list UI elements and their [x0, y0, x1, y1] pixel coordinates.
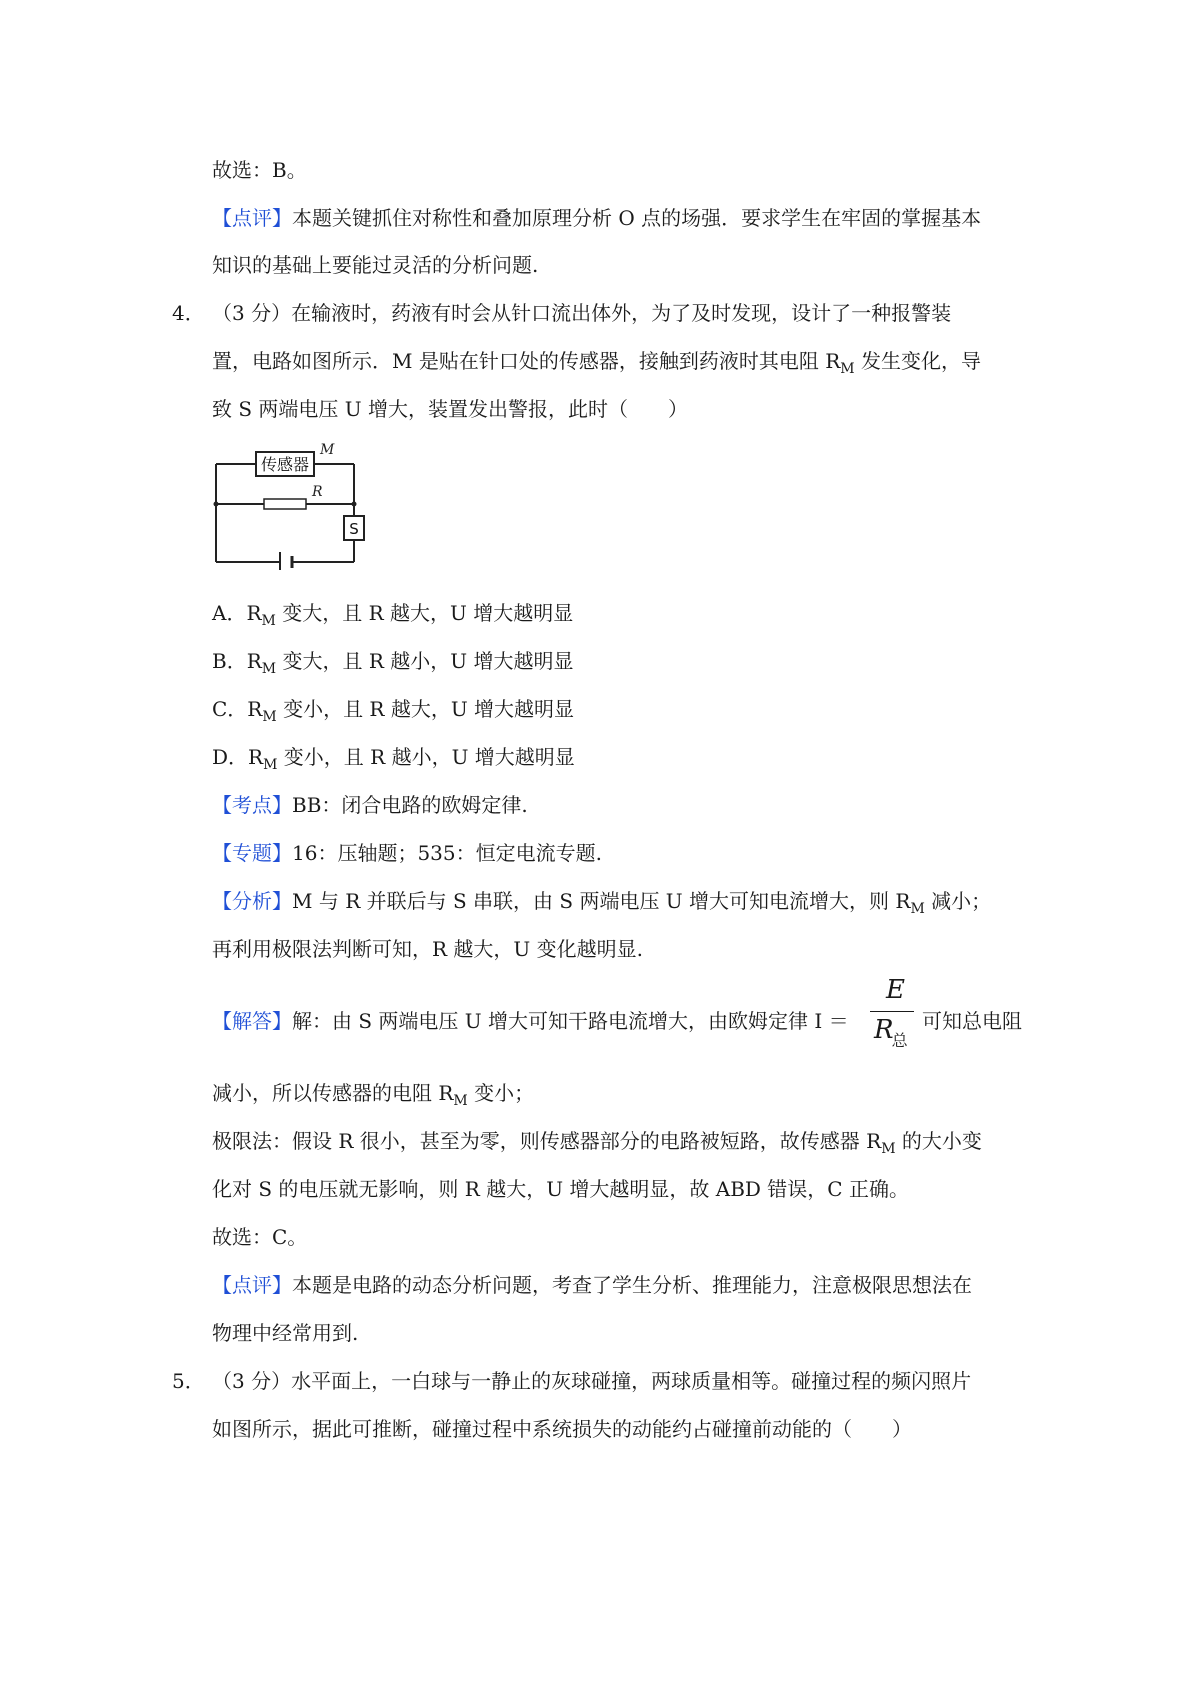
jieda-tag: 【解答】: [212, 1009, 292, 1033]
denominator-r: R: [874, 1015, 894, 1045]
fraction-numerator: E: [886, 975, 905, 1005]
q5-number: 5．: [172, 1369, 205, 1393]
jieda-line3-tail: 的大小变: [895, 1129, 982, 1153]
option-b-letter: B．R: [212, 649, 262, 673]
fenxi-line1-sub: M: [910, 901, 925, 917]
q5-stem-line1: （3 分）水平面上，一白球与一静止的灰球碰撞，两球质量相等。碰撞过程的频闪照片: [212, 1369, 972, 1393]
jieda-line2-tail: 变小；: [467, 1081, 535, 1105]
option-c-letter: C．R: [212, 697, 263, 721]
fraction-bar: [870, 1011, 914, 1012]
fenxi-tag: 【分析】: [212, 889, 292, 913]
q4-option-d: [212, 744, 575, 773]
q4-kaodian: [212, 792, 528, 818]
q4-circuit-diagram: [212, 440, 372, 570]
q3-comment: [212, 205, 981, 231]
option-a-sub: M: [261, 613, 276, 629]
q5-stem-line2: 如图所示，据此可推断，碰撞过程中系统损失的动能约占碰撞前动能的（ ）: [212, 1417, 912, 1441]
q3-comment-line2: 知识的基础上要能过灵活的分析问题.: [212, 253, 539, 277]
jieda-line2-sub: M: [453, 1093, 468, 1109]
option-b-sub: M: [261, 661, 277, 677]
q4-stem-line2-sub: M: [840, 361, 855, 377]
jieda-line2-text: 减小，所以传感器的电阻 R: [212, 1081, 454, 1105]
q4-option-c: [212, 696, 574, 725]
jieda-line3-text: 极限法：假设 R 很小，甚至为零，则传感器部分的电路被短路，故传感器 R: [212, 1129, 882, 1153]
fraction-denominator: [874, 1015, 910, 1050]
q4-stem-line2-text: 置，电路如图所示．M 是贴在针口处的传感器，接触到药液时其电阻 R: [212, 349, 841, 373]
q4-jieda: [212, 1008, 849, 1034]
kaodian-text: BB：闭合电路的欧姆定律.: [292, 793, 528, 817]
kaodian-tag: 【考点】: [212, 793, 292, 817]
q4-comment-line2: 物理中经常用到.: [212, 1321, 359, 1345]
q4-comment-line1: 本题是电路的动态分析问题，考查了学生分析、推理能力，注意极限思想法在: [292, 1273, 972, 1297]
sensor-label: 传感器: [260, 455, 310, 474]
q4-jieda-line3: [212, 1128, 982, 1157]
fenxi-line1: M 与 R 并联后与 S 串联，由 S 两端电压 U 增大可知电流增大，则 R: [292, 889, 911, 913]
option-d-text: 变小，且 R 越小，U 增大越明显: [277, 745, 575, 769]
r-label: R: [312, 484, 323, 500]
q4-stem-line3: 致 S 两端电压 U 增大，装置发出警报，此时（ ）: [212, 397, 688, 421]
q4-comment: [212, 1272, 972, 1298]
zhuanti-tag: 【专题】: [212, 841, 292, 865]
option-a-text: 变大，且 R 越大，U 增大越明显: [275, 601, 574, 625]
option-d-letter: D．R: [212, 745, 264, 769]
m-label: M: [320, 442, 335, 458]
q4-option-a: [212, 600, 573, 629]
q4-zhuanti: [212, 840, 602, 866]
option-c-text: 变小，且 R 越大，U 增大越明显: [276, 697, 575, 721]
q4-stem-line2: [212, 348, 981, 377]
q4-fenxi-line2: 再利用极限法判断可知，R 越大，U 变化越明显.: [212, 937, 643, 961]
q4-stem-line1: （3 分）在输液时，药液有时会从针口流出体外，为了及时发现，设计了一种报警装: [212, 301, 952, 325]
option-a-letter: A．R: [212, 601, 262, 625]
q3-comment-line1: 本题关键抓住对称性和叠加原理分析 O 点的场强．要求学生在牢固的掌握基本: [292, 206, 982, 230]
q4-jieda-line2: [212, 1080, 534, 1109]
q4-answer: 故选：C。: [212, 1225, 308, 1249]
q3-comment-tag: 【点评】: [212, 206, 292, 230]
option-c-sub: M: [262, 709, 277, 725]
q4-comment-tag: 【点评】: [212, 1273, 292, 1297]
q4-option-b: [212, 648, 573, 677]
s-label: S: [349, 520, 359, 538]
fenxi-line1-tail: 减小；: [924, 889, 992, 913]
q4-fenxi: [212, 888, 991, 917]
option-b-text: 变大，且 R 越小，U 增大越明显: [276, 649, 574, 673]
q4-number: 4．: [172, 301, 205, 325]
q4-stem-line2-tail: 发生变化，导: [854, 349, 981, 373]
q4-jieda-line4: 化对 S 的电压就无影响，则 R 越大，U 增大越明显，故 ABD 错误，C 正确。: [212, 1177, 909, 1201]
jieda-line1: 解：由 S 两端电压 U 增大可知干路电流增大，由欧姆定律 I ＝: [292, 1009, 849, 1033]
ohm-law-fraction: [868, 975, 918, 1055]
q4-jieda-line1-tail: 可知总电阻: [922, 1009, 1022, 1033]
option-d-sub: M: [263, 757, 278, 773]
q3-answer: 故选：B。: [212, 158, 307, 182]
zhuanti-text: 16：压轴题；535：恒定电流专题.: [292, 841, 602, 865]
denominator-sub: 总: [891, 1031, 908, 1050]
jieda-line3-sub: M: [881, 1141, 896, 1157]
resistor-r: [264, 499, 306, 509]
